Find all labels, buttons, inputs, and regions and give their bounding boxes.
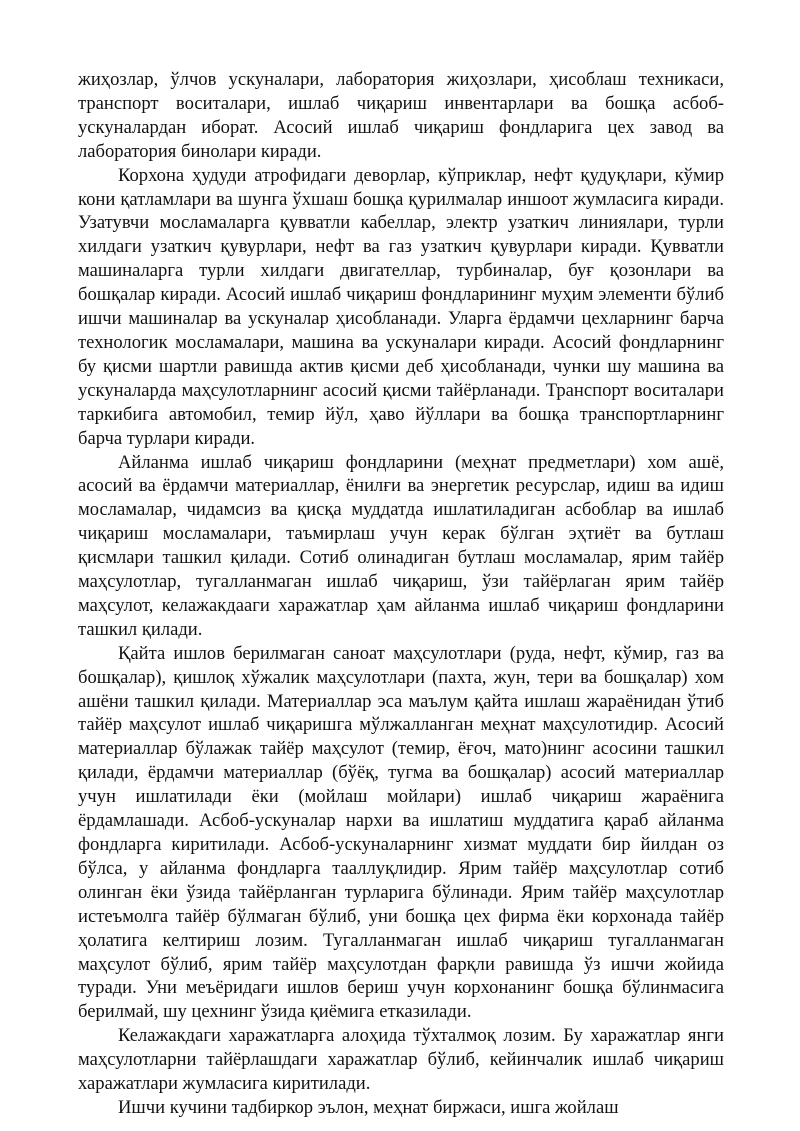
paragraph-1: жиҳозлар, ўлчов ускуналари, лаборатория жиҳозлари, ҳисоблаш техникаси, транспорт воситалари, ишлаб чиқариш инвентарлари ва бошқа асбоб-ускуналардан иборат. Асосий ишлаб чиқариш фондларига цех завод ва лаборатория бинолари киради. xyxy=(78,69,724,162)
paragraph-4: Қайта ишлов берилмаган саноат маҳсулотлари (руда, нефт, кўмир, газ ва бошқалар), қишлоқ хўжалик маҳсулотлари (пахта, жун, тери ва бошқалар) хом ашёни ташкил қилади. Материаллар эса маълум қайта ишлаш жараёнидан ўтиб тайёр маҳсулот ишлаб чиқаришга мўлжалланган меҳнат маҳсулотидир. Асосий материаллар бўлажак тайёр маҳсулот (темир, ёғоч, мато)нинг асосини ташкил қилади, ёрдамчи материаллар (бўёқ, тугма ва бошқалар) асосий материаллар учун ишлатилади ёки (мойлаш мойлари) ишлаб чиқариш жараёнига ёрдамлашади. Асбоб-ускуналар нархи ва ишлатиш муддатига қараб айланма фондларга киритилади. Асбоб-ускуналарнинг хизмат муддати бир йилдан оз бўлса, у айланма фондларга тааллуқлидир. Ярим тайёр маҳсулотлар сотиб олинган ёки ўзида тайёрланган турларига бўлинади. Ярим тайёр маҳсулотлар истеъмолга тайёр бўлмаган бўлиб, уни бошқа цех фирма ёки корхонада тайёр ҳолатига келтириш лозим. Тугалланмаган ишлаб чиқариш тугалланмаган маҳсулот бўлиб, ярим тайёр маҳсулотдан фарқли равишда ўз ишчи жойида туради. Уни меъёридаги ишлов бериш учун корхонанинг бошқа бўлинмасига берилмай, шу цехнинг ўзида қиёмига етказилади. xyxy=(78,642,724,1023)
paragraph-3: Айланма ишлаб чиқариш фондларини (меҳнат предметлари) хом ашё, асосий ва ёрдамчи материаллар, ёнилғи ва энергетик ресурслар, идиш ва идиш мосламалар, чидамсиз ва қисқа муддатда ишлатиладиган асбоблар ва ишлаб чиқариш мосламалари, таъмирлаш учун керак бўлган эҳтиёт ва бутлаш қисмлари ташкил қилади. Сотиб олинадиган бутлаш мосламалар, ярим тайёр маҳсулотлар, тугалланмаган ишлаб чиқариш, ўзи тайёрлаган ярим тайёр маҳсулот, келажакдааги харажатлар ҳам айланма ишлаб чиқариш фондларини ташкил қилади. xyxy=(78,451,724,640)
paragraph-6: Ишчи кучини тадбиркор эълон, меҳнат биржаси, ишга жойлаш xyxy=(118,1096,619,1118)
paragraph-2: Корхона ҳудуди атрофидаги деворлар, кўприклар, нефт қудуқлари, кўмир кони қатламлари ва шунга ўхшаш бошқа қурилмалар иншоот жумласига киради. Узатувчи мосламаларга қувватли кабеллар, электр узаткич линиялари, турли хилдаги узаткич қувурлари, нефт ва газ узаткич қувурлари киради. Қувватли машиналарга турли хилдаги двигателлар, турбиналар, буғ қозонлари ва бошқалар киради. Асосий ишлаб чиқариш фондларининг муҳим элементи бўлиб ишчи машиналар ва ускуналар ҳисобланади. Уларга ёрдамчи цехларнинг барча технологик мосламалари, машина ва ускуналари киради. Асосий фондларнинг бу қисми шартли равишда актив қисми деб ҳисобланади, чунки шу машина ва ускуналарда маҳсулотларнинг асосий қисми тайёрланади. Транспорт воситалари таркибига автомобил, темир йўл, ҳаво йўллари ва бошқа транспортларнинг барча турлари киради. xyxy=(78,164,724,449)
paragraph-5: Келажакдаги харажатларга алоҳида тўхталмоқ лозим. Бу харажатлар янги маҳсулотларни тайёрлашдаги харажатлар бўлиб, кейинчалик ишлаб чиқариш харажатлари жумласига киритилади. xyxy=(78,1025,724,1095)
document-page xyxy=(78,68,724,1120)
